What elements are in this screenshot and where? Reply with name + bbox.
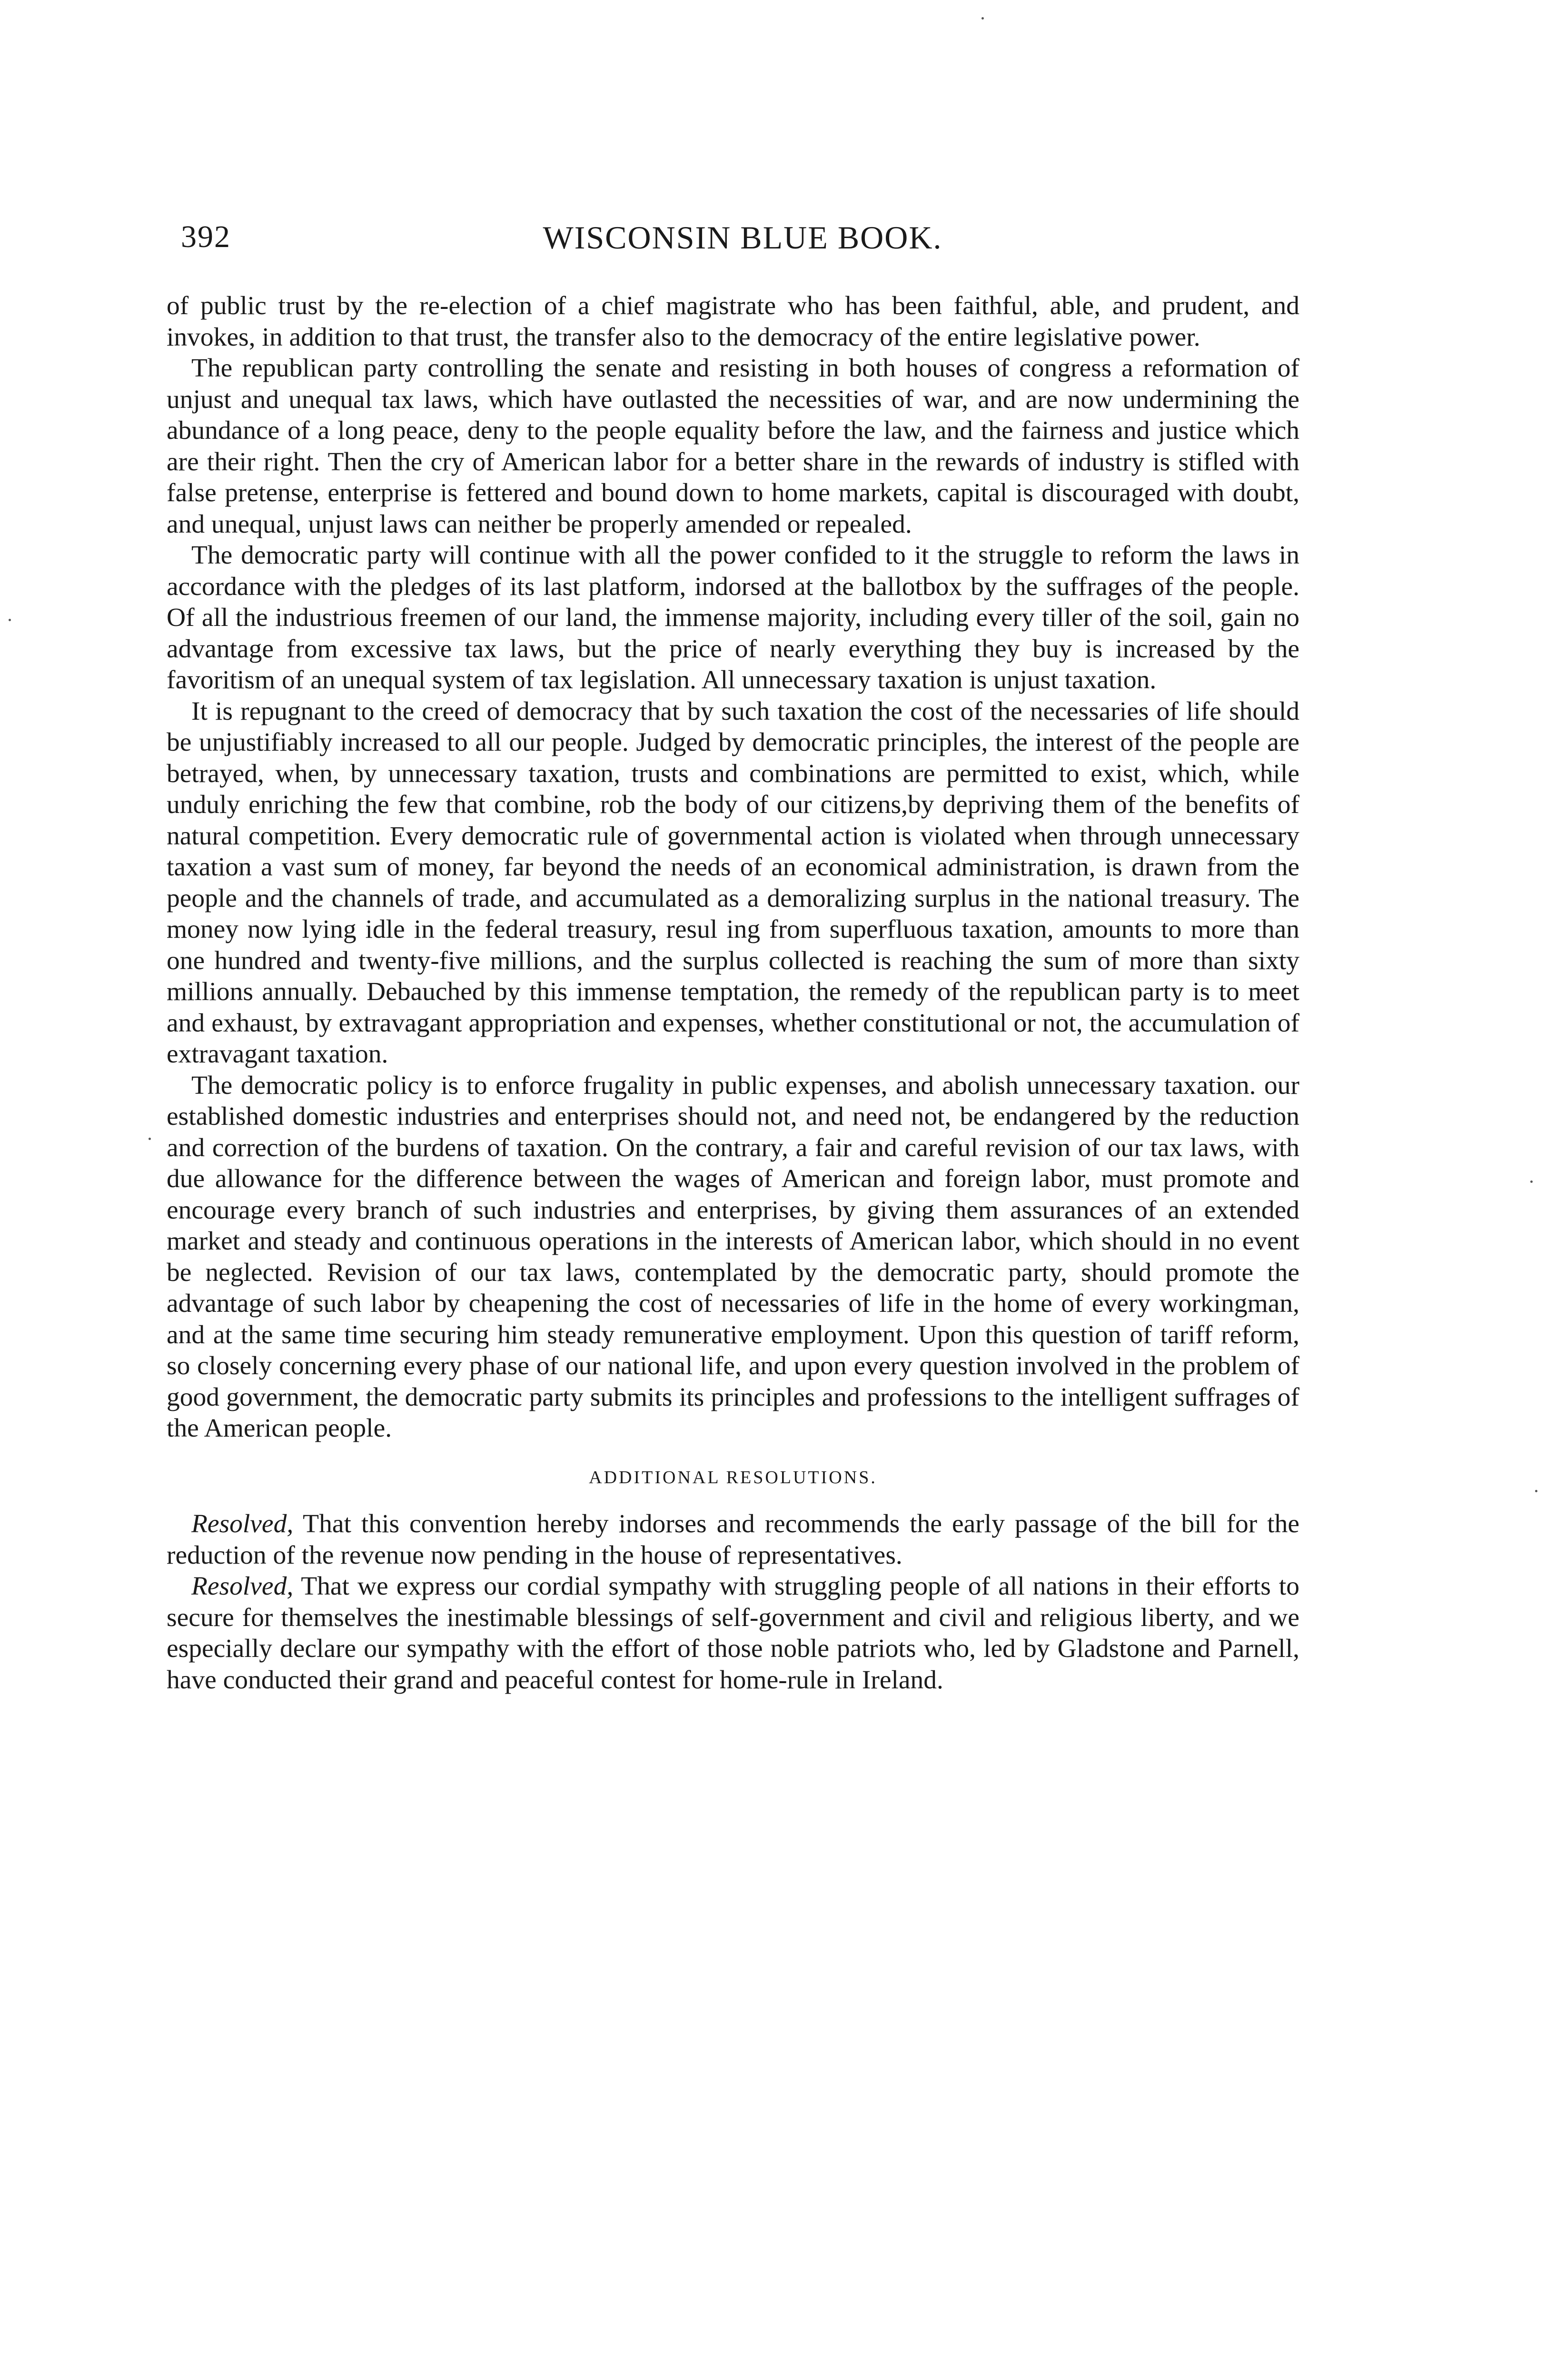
paragraph: The democratic policy is to enforce frugality in public expenses, and abolish unnecessary taxation. our established domestic industries and enterprises should not, and need not, be endangered by the reduction and correction of the burdens of taxation. On the contrary, a fair and careful revision of our tax laws, with due allowance for the difference between the wages of American and foreign labor, must promote and encourage every branch of such industries and enterprises, by giving them assurances of an extended market and steady and continuous operations in the interests of American labor, which should in no event be neglected. Revision of our tax laws, contemplated by the democratic party, should promote the advantage of such labor by cheapening the cost of necessaries of life in the home of every workingman, and at the same time securing him steady remunerative employment. Upon this question of tariff reform, so closely concerning every phase of our national life, and upon every question involved in the problem of good government, the democratic party submits its principles and professions to the intelligent suffrages of the American people. — [167, 1071, 1299, 1443]
scan-speck — [149, 1138, 151, 1140]
paragraph: of public trust by the re-election of a chief magistrate who has been faithful, able, and prudent, and invokes, in addition to that trust, the transfer also to the democracy of the entire legislative power. — [167, 291, 1299, 352]
paragraph: It is repugnant to the creed of democracy that by such taxation the cost of the necessaries of life should be unjustifiably increased to all our people. Judged by democratic principles, the interest of the people are betrayed, when, by unnecessary taxation, trusts and combinations are permitted to exist, which, while unduly enriching the few that combine, rob the body of our citizens,by depriving them of the benefits of natural competition. Every democratic rule of governmental action is violated when through unnecessary taxation a vast sum of money, far beyond the needs of an economical administration, is drawn from the people and the channels of trade, and accumulated as a demoralizing surplus in the national treasury. The money now lying idle in the federal treasury, resul ing from superfluous taxation, amounts to more than one hundred and twenty-five millions, and the surplus collected is reaching the sum of more than sixty millions annually. Debauched by this immense temptation, the remedy of the republican party is to meet and exhaust, by extravagant appropriation and expenses, whether constitutional or not, the accumulation of extravagant taxation. — [167, 696, 1299, 1069]
body-text — [167, 290, 1299, 1696]
page-header — [181, 214, 1304, 271]
scan-speck — [1530, 1180, 1533, 1183]
resolution-text: That we express our cordial sympathy with struggling people of all nations in their efforts to secure for themselves the inestimable blessings of self-government and civil and religious liberty, and we especially declare our sympathy with the effort of those noble patriots who, led by Gladstone and Parnell, have conducted their grand and peaceful contest for home-rule in Ireland. — [167, 1572, 1299, 1695]
paragraph: The republican party controlling the senate and resisting in both houses of congress a reformation of unjust and unequal tax laws, which have outlasted the necessities of war, and are now undermining the abundance of a long peace, deny to the people equality before the law, and the fairness and justice which are their right. Then the cry of American labor for a better share in the rewards of industry is stifled with false pretense, enterprise is fettered and bound down to home markets, capital is discouraged with doubt, and unequal, unjust laws can neither be properly amended or repealed. — [167, 354, 1299, 539]
resolution-label: Resolved, — [191, 1509, 294, 1538]
resolution — [167, 1571, 1299, 1696]
resolution-label: Resolved, — [191, 1572, 294, 1601]
running-title: WISCONSIN BLUE BOOK. — [543, 219, 942, 256]
scan-speck — [9, 619, 11, 621]
page-number: 392 — [181, 219, 231, 254]
section-heading: ADDITIONAL RESOLUTIONS. — [589, 1467, 877, 1488]
resolution-text: That this convention hereby indorses and recommends the early passage of the bill for the reduction of the revenue now pending in the house of representatives. — [167, 1509, 1299, 1570]
resolution — [167, 1508, 1299, 1571]
scan-speck — [981, 17, 984, 20]
paragraph: The democratic party will continue with all the power confided to it the struggle to reform the laws in accordance with the pledges of its last platform, indorsed at the ballotbox by the suffrages of the people. Of all the industrious freemen of our land, the immense majority, including every tiller of the soil, gain no advantage from excessive tax laws, but the price of nearly everything they buy is increased by the favoritism of an unequal system of tax legislation. All unnecessary taxation is unjust taxation. — [167, 541, 1299, 694]
scan-speck — [1535, 1490, 1537, 1492]
